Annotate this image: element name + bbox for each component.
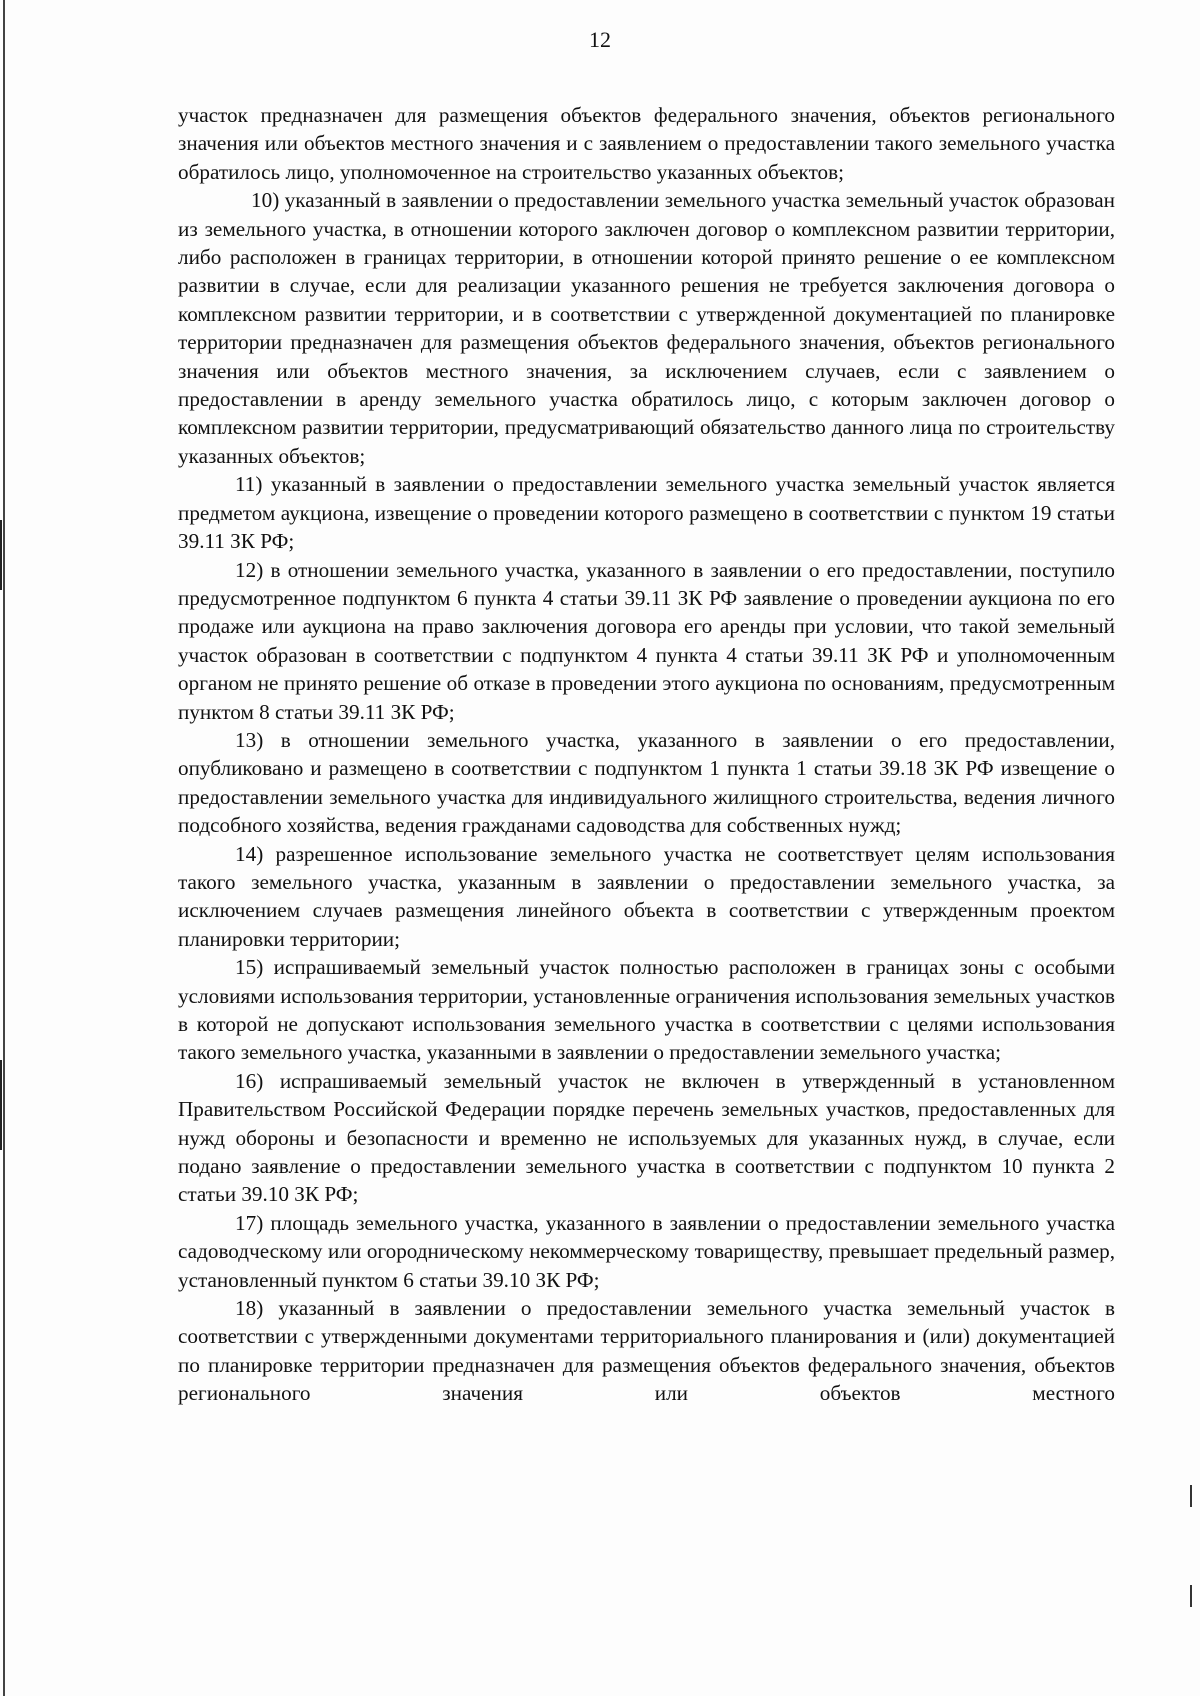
scan-edge-mark (1190, 1485, 1192, 1507)
paragraph-item-14: 14) разрешенное использование земельного участка не соответствует целям использования такого земельного участка, указанным в заявлении о предоставлении земельного участка, за исключением случаев размещения линейного объекта в соответствии с утвержденным проектом планировки территории; (178, 841, 1115, 951)
paragraph-item-11: 11) указанный в заявлении о предоставлении земельного участка земельный участок является предметом аукциона, извещение о проведении которого размещено в соответствии с пунктом 19 статьи 39.11 ЗК РФ; (178, 472, 1115, 554)
paragraph-item-12: 12) в отношении земельного участка, указанного в заявлении о его предоставлении, поступило предусмотренное подпунктом 6 пункта 4 статьи 39.11 ЗК РФ заявление о проведении аукциона по его продаже или аукциона на право заключения договора его аренды при условии, что такой земельный участок образован в соответствии с подпунктом 4 пункта 4 статьи 39.11 ЗК РФ и уполномоченным органом не принято решение об отказе в проведении этого аукциона по основаниям, предусмотренным пунктом 8 статьи 39.11 ЗК РФ; (178, 557, 1115, 724)
scan-edge-mark (0, 520, 2, 590)
paragraph-item-15: 15) испрашиваемый земельный участок полностью расположен в границах зоны с особыми условиями использования территории, установленные ограничения использования земельных участков в которой не допускают использования земельного участка в соответствии с целями использования такого земельного участка, указанными в заявлении о предоставлении земельного участка; (178, 955, 1115, 1065)
paragraph-item-16: 16) испрашиваемый земельный участок не включен в утвержденный в установленном Правительством Российской Федерации порядке перечень земельных участков, предоставленных для нужд обороны и безопасности и временно не используемых для указанных нужд, в случае, если подано заявление о предоставлении земельного участка в соответствии с подпунктом 10 пункта 2 статьи 39.10 ЗК РФ; (178, 1068, 1115, 1207)
page-number: 12 (589, 27, 611, 52)
scan-edge-mark (3, 0, 5, 1696)
paragraph-item-10: 10) указанный в заявлении о предоставлении земельного участка земельный участок образован из земельного участка, в отношении которого заключен договор о комплексном развитии территории, либо расположен в границах территории, в отношении которой принято решение о ее комплексном развитии в случае, если для реализации указанного решения не требуется заключения договора о комплексном развитии территории, и в соответствии с утвержденной документацией по планировке территории предназначен для размещения объектов федерального значения, объектов регионального значения или объектов местного значения, за исключением случаев, если с заявлением о предоставлении в аренду земельного участка обратилось лицо, с которым заключен договор о комплексном развитии территории, предусматривающий обязательство данного лица по строительству указанных объектов; (178, 188, 1115, 468)
paragraph-item-18: 18) указанный в заявлении о предоставлении земельного участка земельный участок в соответствии с утвержденными документами территориального планирования и (или) документацией по планировке территории предназначен для размещения объектов федерального значения, объектов регионального значения или объектов местного (178, 1296, 1115, 1406)
scan-edge-mark (0, 1060, 2, 1150)
paragraph-item-17: 17) площадь земельного участка, указанного в заявлении о предоставлении земельного участка садоводческому или огородническому некоммерческому товариществу, превышает предельный размер, установленный пунктом 6 статьи 39.10 ЗК РФ; (178, 1210, 1115, 1292)
document-body (178, 101, 1115, 1408)
paragraph-continuation: участок предназначен для размещения объектов федерального значения, объектов регионального значения или объектов местного значения и с заявлением о предоставлении такого земельного участка обратилось лицо, уполномоченное на строительство указанных объектов; (178, 103, 1115, 184)
scan-edge-mark (1190, 1585, 1192, 1607)
paragraph-item-13: 13) в отношении земельного участка, указанного в заявлении о его предоставлении, опубликовано и размещено в соответствии с подпунктом 1 пункта 1 статьи 39.18 ЗК РФ извещение о предоставлении земельного участка для индивидуального жилищного строительства, ведения личного подсобного хозяйства, ведения гражданами садоводства для собственных нужд; (178, 727, 1115, 838)
